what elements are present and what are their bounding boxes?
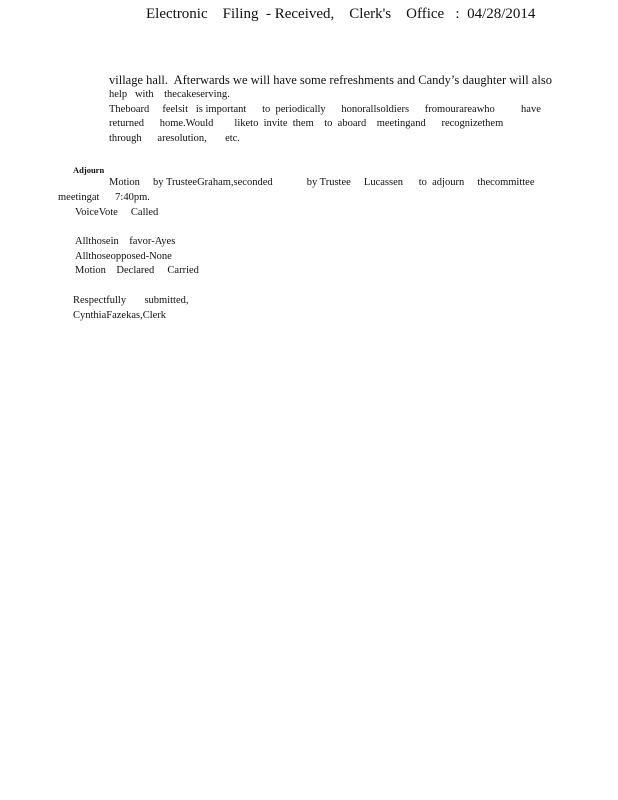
clerk-signature-text: CynthiaFazekas,Clerk xyxy=(73,310,167,321)
motion-text: meetingat 7:40pm. xyxy=(58,192,150,203)
filing-header: Electronic Filing - Received, Clerk's Office : 04/28/2014 xyxy=(146,6,536,22)
body-paragraph-line: help with thecakeserving. xyxy=(109,89,230,100)
respectfully-submitted-text: Respectfully submitted, xyxy=(73,295,189,306)
vote-opposed-text: Allthoseopposed-None xyxy=(75,251,172,262)
body-paragraph-line: village hall. Afterwards we will have some refreshments and Candy’s daughter will also xyxy=(109,73,552,87)
adjourn-heading: Adjourn xyxy=(73,165,105,175)
voice-vote-text: VoiceVote Called xyxy=(75,207,159,218)
motion-text: Motion by TrusteeGraham,seconded by Trustee Lucassen to adjourn thecommittee xyxy=(109,177,535,188)
body-paragraph-line: Theboard feelsit is important to periodically honorallsoldiers fromourareawho have xyxy=(109,104,541,115)
body-paragraph-line: through aresolution, etc. xyxy=(109,133,240,144)
motion-result-text: Motion Declared Carried xyxy=(75,265,199,276)
body-paragraph-line: returned home.Would liketo invite them to aboard meetingand recognizethem xyxy=(109,118,504,129)
vote-favor-text: Allthosein favor-Ayes xyxy=(75,236,176,247)
